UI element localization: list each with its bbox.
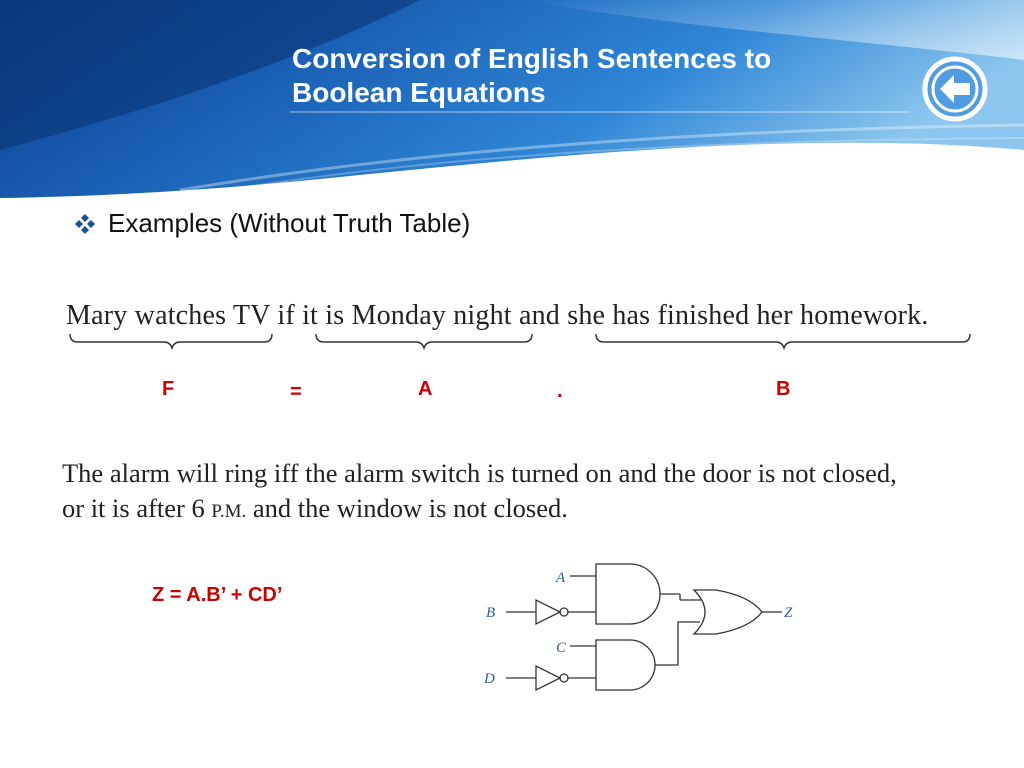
label-c: C <box>556 640 567 656</box>
variable-b: B <box>776 378 791 400</box>
example1-part1: Mary watches TV <box>66 300 271 331</box>
and-operator: . <box>557 380 563 402</box>
example1-connector1: if <box>277 300 295 331</box>
slide-title-line1: Conversion of English Sentences to <box>292 43 772 74</box>
example1-part3: she has finished her homework <box>567 300 922 331</box>
label-d: D <box>484 671 495 687</box>
example1-sentence <box>66 300 929 332</box>
example2-line2 <box>62 493 568 524</box>
example2-line2-end: and the window is not closed. <box>252 493 568 523</box>
variable-f: F <box>162 378 175 400</box>
not-gate-d <box>536 666 560 690</box>
wire-and-bottom-out <box>655 622 700 665</box>
label-b: B <box>486 605 496 621</box>
underbrace-1 <box>70 334 272 348</box>
diamond-bullet-icon <box>74 213 96 235</box>
or-gate <box>694 590 762 634</box>
example2-line2-start: or it is after 6 <box>62 493 205 523</box>
label-z: Z <box>784 605 793 621</box>
example2-line1: The alarm will ring iff the alarm switch is turned on and the door is not closed, <box>62 458 897 488</box>
variable-a: A <box>418 378 433 400</box>
label-a: A <box>556 570 566 586</box>
equals-sign: = <box>290 381 302 403</box>
not-gate-b <box>536 600 560 624</box>
example1-connector2: and <box>518 300 561 331</box>
slide-title <box>292 42 902 110</box>
example2-pm: P.M. <box>211 501 247 522</box>
slide-title-line2: Boolean Equations <box>292 77 546 108</box>
circle-arrow-left-icon[interactable] <box>918 52 992 126</box>
example1-part2: it is Monday night <box>302 300 512 331</box>
and-gate-bottom <box>596 640 655 690</box>
example1-end: . <box>921 300 929 331</box>
and-gate-top <box>596 564 660 624</box>
bullet-text: Examples (Without Truth Table) <box>108 208 471 238</box>
logic-circuit-diagram <box>470 560 810 700</box>
boolean-equation: Z = A.B’ + CD’ <box>152 584 283 606</box>
underbrace-3 <box>596 334 970 348</box>
bullet-item <box>74 208 470 239</box>
underbrace-2 <box>316 334 532 348</box>
